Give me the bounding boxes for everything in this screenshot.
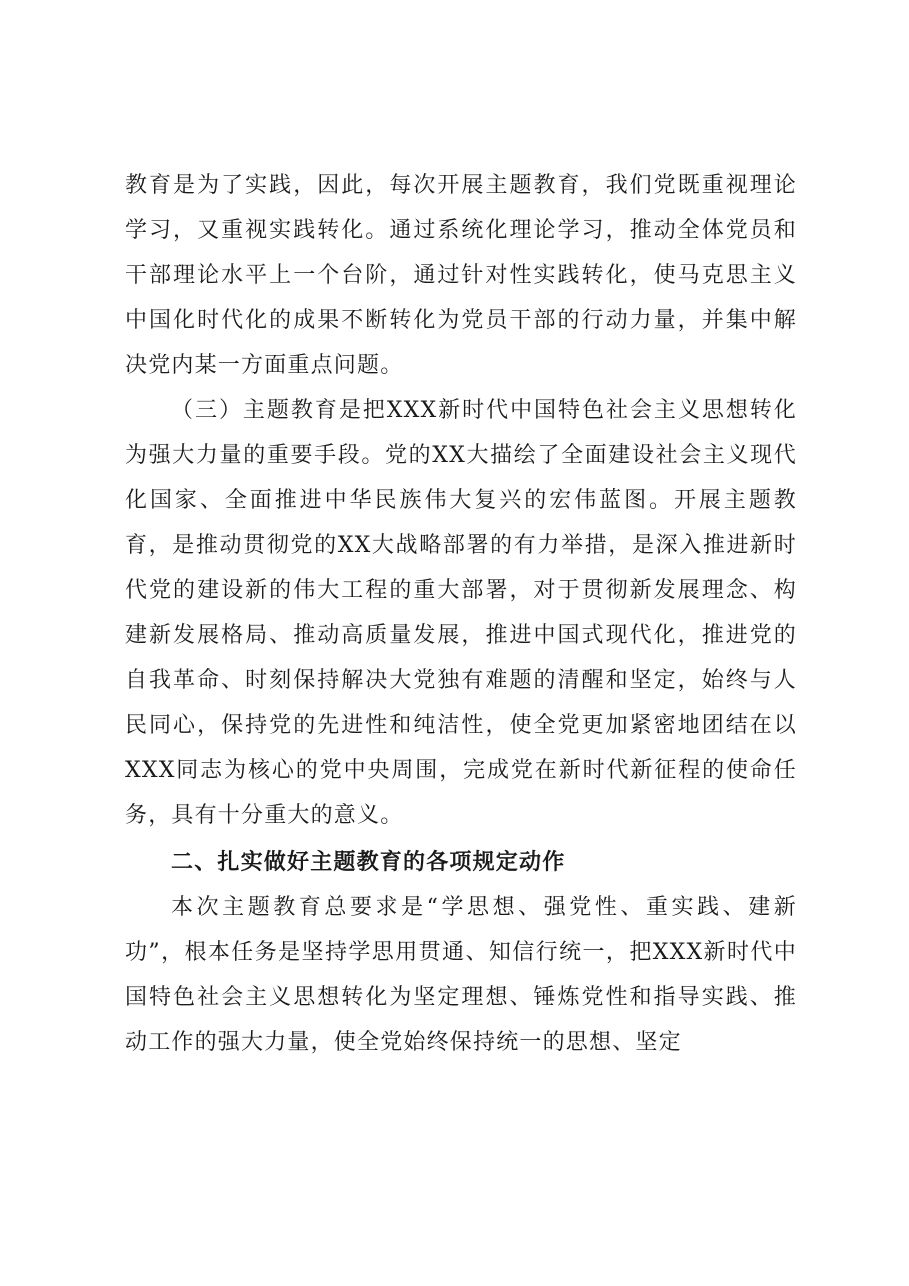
paragraph-section-three: （三）主题教育是把XXX新时代中国特色社会主义思想转化为强大力量的重要手段。党的XX大描绘了全面建设社会主义现代化国家、全面推进中华民族伟大复兴的宏伟蓝图。开展主题教育，是推动贯彻党的XX大战略部署的有力举措，是深入推进新时代党的建设新的伟大工程的重大部署，对于贯彻新发展理念、构建新发展格局、推动高质量发展，推进中国式现代化，推进党的自我革命、时刻保持解决大党独有难题的清醒和坚定，始终与人民同心，保持党的先进性和纯洁性，使全党更加紧密地团结在以XXX同志为核心的党中央周围，完成党在新时代新征程的使命任务，具有十分重大的意义。 <box>125 398 797 828</box>
paragraph-requirements: 本次主题教育总要求是“学思想、强党性、重实践、建新功”，根本任务是坚持学思用贯通、知信行统一，把XXX新时代中国特色社会主义思想转化为坚定理想、锤炼党性和指导实践、推动工作的强大力量，使全党始终保持统一的思想、坚定 <box>125 895 797 1055</box>
paragraph-continued: 教育是为了实践，因此，每次开展主题教育，我们党既重视理论学习，又重视实践转化。通过系统化理论学习，推动全体党员和干部理论水平上一个台阶，通过针对性实践转化，使马克思主义中国化时代化的成果不断转化为党员干部的行动力量，并集中解决党内某一方面重点问题。 <box>125 173 797 378</box>
document-page <box>125 163 797 1065</box>
section-heading-two: 二、扎实做好主题教育的各项规定动作 <box>171 850 566 875</box>
